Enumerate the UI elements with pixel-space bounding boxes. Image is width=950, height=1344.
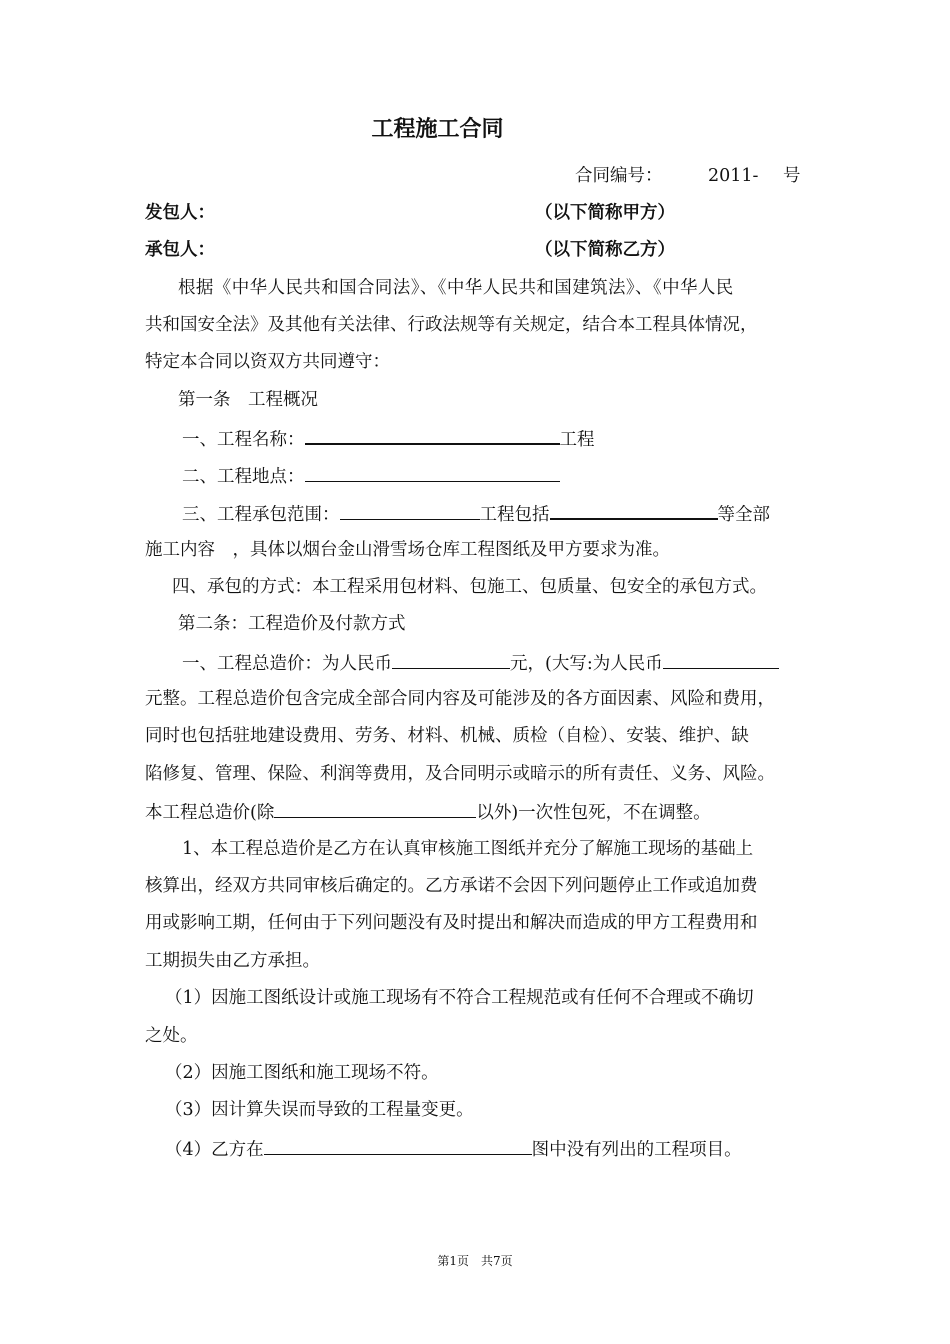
preamble-line-2: 共和国安全法》及其他有关法律、行政法规等有关规定，结合本工程具体情况，	[145, 315, 758, 335]
price-detail-line-1: 元整。工程总造价包含完成全部合同内容及可能涉及的各方面因素、风险和费用，	[145, 689, 775, 709]
page-footer: 第1页 共7页	[437, 1254, 513, 1268]
article-1-heading: 第一条 工程概况	[178, 390, 318, 410]
project-location-blank	[305, 463, 560, 482]
party-b-row	[145, 238, 810, 262]
total-price-row	[182, 650, 847, 676]
sub-item-4-row	[165, 1136, 830, 1162]
contract-number-year: 2011-	[708, 166, 759, 186]
project-location-label: 二、工程地点：	[182, 467, 305, 487]
item-1-line-3: 用或影响工期，任何由于下列问题没有及时提出和解决而造成的甲方工程费用和	[145, 913, 758, 933]
project-scope-label: 三、工程承包范围：	[182, 505, 340, 525]
project-scope-mid: 工程包括	[479, 505, 550, 525]
project-scope-end: 等全部	[717, 505, 770, 525]
project-scope-line-2: 施工内容 ，具体以烟台金山滑雪场仓库工程图纸及甲方要求为准。	[145, 540, 670, 560]
article-2-heading: 第二条：工程造价及付款方式	[178, 614, 406, 634]
project-location-row	[182, 463, 847, 489]
price-exception-row	[145, 799, 810, 825]
project-scope-row	[182, 500, 847, 527]
item-1-line-2: 核算出，经双方共同审核后确定的。乙方承诺不会因下列问题停止工作或追加费	[145, 876, 758, 896]
party-a-row	[145, 201, 810, 225]
sub-item-4-label: （4）乙方在	[165, 1140, 264, 1160]
project-name-suffix: 工程	[559, 430, 595, 450]
contract-method: 四、承包的方式：本工程采用包材料、包施工、包质量、包安全的承包方式。	[172, 577, 767, 597]
party-a-label: 发包人：	[145, 203, 215, 223]
project-name-label: 一、工程名称：	[182, 430, 305, 450]
sub-item-2: （2）因施工图纸和施工现场不符。	[165, 1063, 439, 1083]
project-scope-blank-1	[340, 501, 480, 520]
total-price-words-label: 元，(大写:为人民币	[510, 654, 663, 674]
sub-item-3: （3）因计算失误而导致的工程量变更。	[165, 1100, 474, 1120]
price-exception-label: 本工程总造价(除	[145, 803, 275, 823]
price-detail-line-2: 同时也包括驻地建设费用、劳务、材料、机械、质检（自检）、安装、维护、缺	[145, 726, 749, 746]
price-detail-line-3: 陷修复、管理、保险、利润等费用，及合同明示或暗示的所有责任、义务、风险。	[145, 764, 775, 784]
sub-item-1-line-2: 之处。	[145, 1026, 198, 1046]
contract-number-suffix: 号	[783, 166, 801, 186]
preamble-line-3: 特定本合同以资双方共同遵守：	[145, 352, 390, 372]
project-name-row	[182, 425, 847, 452]
sub-item-4-end: 图中没有列出的工程项目。	[531, 1140, 742, 1160]
total-price-blank	[392, 650, 510, 669]
price-exception-end: 以外)一次性包死，不在调整。	[476, 803, 711, 823]
project-name-blank	[305, 425, 560, 445]
item-1-line-1: 1、本工程总造价是乙方在认真审核施工图纸并充分了解施工现场的基础上	[182, 839, 754, 859]
party-a-alias: （以下简称甲方）	[535, 203, 675, 223]
sub-item-1-line-1: （1）因施工图纸设计或施工现场有不符合工程规范或有任何不合理或不确切	[165, 988, 754, 1008]
contract-number-label: 合同编号：	[575, 166, 663, 186]
total-price-label: 一、工程总造价：为人民币	[182, 654, 392, 674]
preamble-line-1: 根据《中华人民共和国合同法》、《中华人民共和国建筑法》、《中华人民	[178, 278, 734, 298]
sub-item-4-blank	[264, 1136, 532, 1155]
party-b-alias: （以下简称乙方）	[535, 240, 675, 260]
project-scope-blank-2	[550, 500, 718, 520]
contract-title: 工程施工合同	[371, 117, 504, 142]
item-1-line-4: 工期损失由乙方承担。	[145, 951, 320, 971]
total-price-words-blank	[663, 650, 779, 669]
party-b-label: 承包人：	[145, 240, 215, 260]
price-exception-blank	[274, 799, 476, 818]
